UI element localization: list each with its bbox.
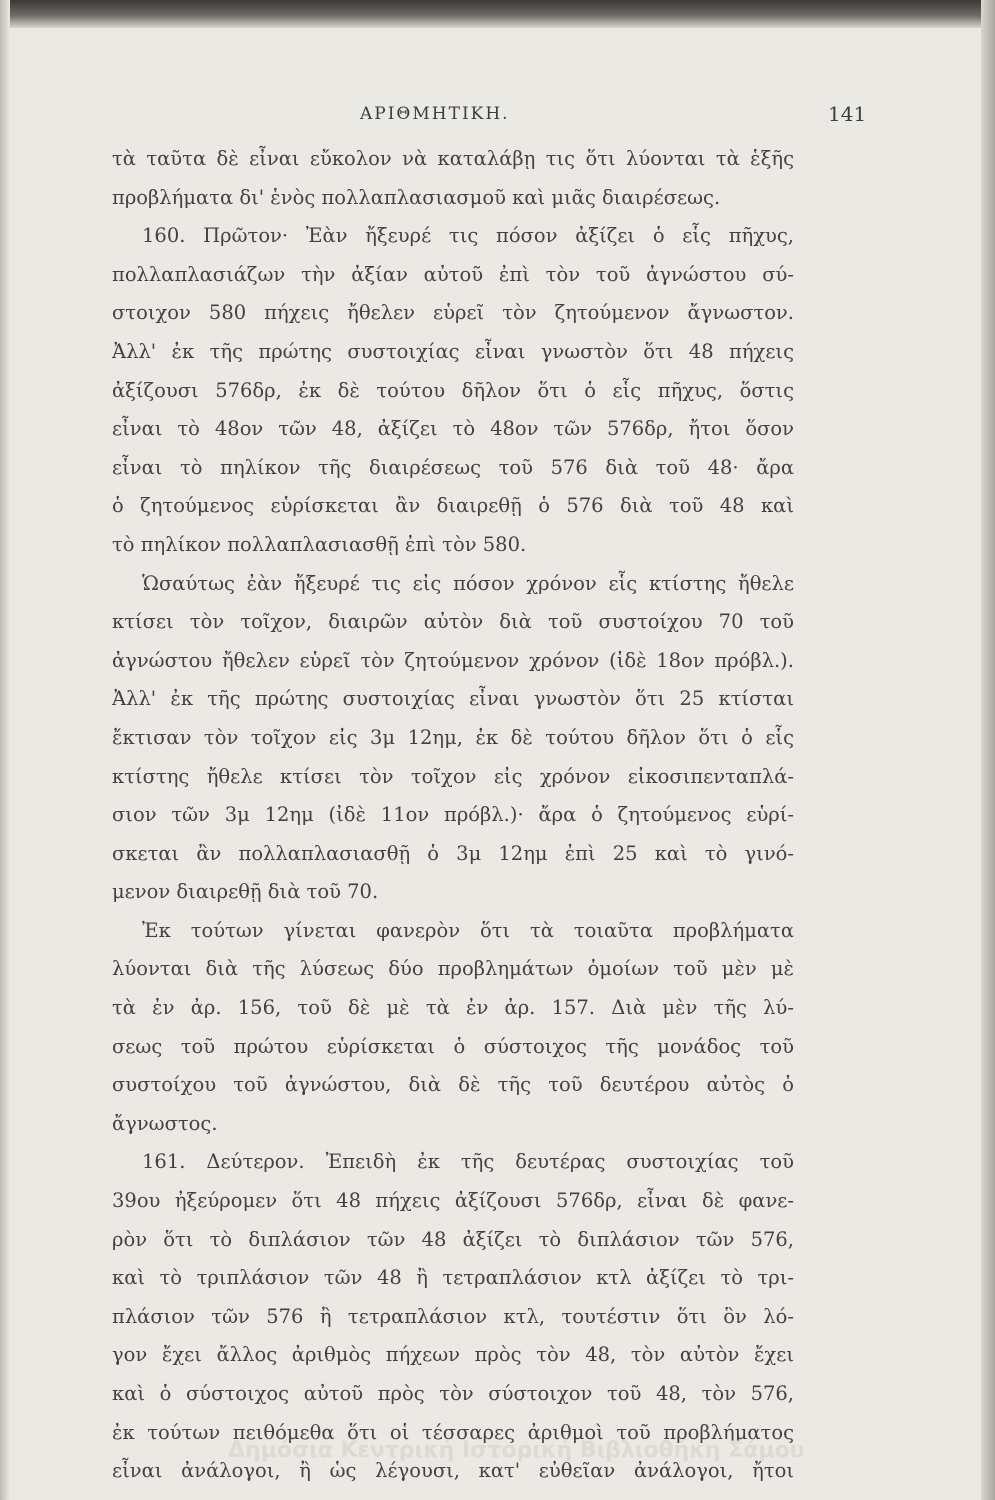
running-head [0, 104, 995, 134]
text-line: Ὡσαύτως ἐὰν ἤξευρέ τις εἰς πόσον χρόνον εἷς κτίστης ἤθελε [142, 571, 794, 595]
running-title: ΑΡΙΘΜΗΤΙΚΗ. [360, 104, 510, 124]
text-line: τὸ πηλίκον πολλαπλασιασθῇ ἐπὶ τὸν 580. [112, 532, 527, 556]
text-line: τὰ ἐν ἀρ. 156, τοῦ δὲ μὲ τὰ ἐν ἀρ. 157. Διὰ μὲν τῆς λύ- [112, 996, 794, 1020]
text-line: συστοίχου τοῦ ἀγνώστου, διὰ δὲ τῆς τοῦ δευτέρου αὐτὸς ὁ [112, 1073, 794, 1097]
text-line: ἐκ τούτων πειθόμεθα ὅτι οἱ τέσσαρες ἀριθμοὶ τοῦ προβλήματος [112, 1420, 794, 1444]
text-line: Ἀλλ' ἐκ τῆς πρώτης συστοιχίας εἶναι γνωστὸν ὅτι 25 κτίσται [112, 687, 794, 711]
text-line: ὁ ζητούμενος εὑρίσκεται ἂν διαιρεθῇ ὁ 576 διὰ τοῦ 48 καὶ [112, 494, 794, 518]
text-line: εἶναι ἀνάλογοι, ἢ ὡς λέγουσι, κατ' εὐθεῖαν ἀνάλογοι, ἤτοι [112, 1459, 794, 1483]
text-line: καὶ τὸ τριπλάσιον τῶν 48 ἢ τετραπλάσιον κτλ ἀξίζει τὸ τρι- [112, 1266, 794, 1290]
body-text [112, 140, 794, 1491]
text-line: ἀξίζουσι 576δρ, ἐκ δὲ τούτου δῆλον ὅτι ὁ εἷς πῆχυς, ὅστις [112, 378, 794, 402]
text-line: σιον τῶν 3μ 12ημ (ἰδὲ 11ον πρόβλ.)· ἄρα ὁ ζητούμενος εὑρί- [112, 803, 794, 827]
text-line: εἶναι τὸ πηλίκον τῆς διαιρέσεως τοῦ 576 διὰ τοῦ 48· ἄρα [112, 455, 794, 479]
text-line: 39ου ἠξεύρομεν ὅτι 48 πήχεις ἀξίζουσι 576δρ, εἶναι δὲ φανε- [112, 1189, 794, 1213]
scan-top-edge [0, 0, 995, 28]
text-line: πλάσιον τῶν 576 ἢ τετραπλάσιον κτλ, τουτέστιν ὅτι ὃν λό- [112, 1304, 794, 1328]
text-line: ἀγνώστου ἤθελεν εὑρεῖ τὸν ζητούμενον χρόνον (ἰδὲ 18ον πρόβλ.). [112, 648, 794, 672]
text-line: ἄγνωστος. [112, 1111, 218, 1135]
text-line: σκεται ἂν πολλαπλασιασθῇ ὁ 3μ 12ημ ἐπὶ 25 καὶ τὸ γινό- [112, 841, 794, 865]
text-line: Ἀλλ' ἐκ τῆς πρώτης συστοιχίας εἶναι γνωστὸν ὅτι 48 πήχεις [112, 339, 794, 363]
text-line: κτίσει τὸν τοῖχον, διαιρῶν αὐτὸν διὰ τοῦ συστοίχου 70 τοῦ [112, 610, 794, 634]
text-line: λύονται διὰ τῆς λύσεως δύο προβλημάτων ὁμοίων τοῦ μὲν μὲ [112, 957, 794, 981]
text-line: προβλήματα δι' ἑνὸς πολλαπλασιασμοῦ καὶ μιᾶς διαιρέσεως. [112, 185, 721, 209]
text-line: πολλαπλασιάζων τὴν ἀξίαν αὐτοῦ ἐπὶ τὸν τοῦ ἀγνώστου σύ- [112, 262, 794, 286]
text-line: ἔκτισαν τὸν τοῖχον εἰς 3μ 12ημ, ἐκ δὲ τούτου δῆλον ὅτι ὁ εἷς [112, 725, 794, 749]
text-line: 160. Πρῶτον· Ἐὰν ἤξευρέ τις πόσον ἀξίζει ὁ εἷς πῆχυς, [142, 224, 794, 248]
binding-shadow [0, 0, 10, 1500]
text-line: σεως τοῦ πρώτου εὑρίσκεται ὁ σύστοιχος τῆς μονάδος τοῦ [112, 1034, 794, 1058]
text-line: μενον διαιρεθῇ διὰ τοῦ 70. [112, 880, 379, 904]
text-line: τὰ ταῦτα δὲ εἶναι εὔκολον νὰ καταλάβῃ τις ὅτι λύονται τὰ ἑξῆς [112, 147, 794, 170]
library-watermark: Δημόσια Κεντρική Ιστορική Βιβλιοθήκη Σάμου [228, 1438, 805, 1463]
page-right-edge [981, 0, 995, 1500]
text-line: Ἐκ τούτων γίνεται φανερὸν ὅτι τὰ τοιαῦτα προβλήματα [142, 918, 794, 942]
page-number: 141 [828, 102, 867, 126]
text-line: στοιχον 580 πήχεις ἤθελεν εὑρεῖ τὸν ζητούμενον ἄγνωστον. [112, 301, 794, 325]
text-line: ρὸν ὅτι τὸ διπλάσιον τῶν 48 ἀξίζει τὸ διπλάσιον τῶν 576, [112, 1227, 794, 1251]
text-line: γον ἔχει ἄλλος ἀριθμὸς πήχεων πρὸς τὸν 48, τὸν αὐτὸν ἔχει [112, 1343, 794, 1367]
text-line: 161. Δεύτερον. Ἐπειδὴ ἐκ τῆς δευτέρας συστοιχίας τοῦ [142, 1150, 794, 1174]
text-line: καὶ ὁ σύστοιχος αὐτοῦ πρὸς τὸν σύστοιχον τοῦ 48, τὸν 576, [112, 1382, 794, 1405]
text-line: εἶναι τὸ 48ον τῶν 48, ἀξίζει τὸ 48ον τῶν 576δρ, ἤτοι ὅσον [112, 417, 794, 441]
text-line: κτίστης ἤθελε κτίσει τὸν τοῖχον εἰς χρόνον εἰκοσιπενταπλά- [112, 764, 794, 788]
